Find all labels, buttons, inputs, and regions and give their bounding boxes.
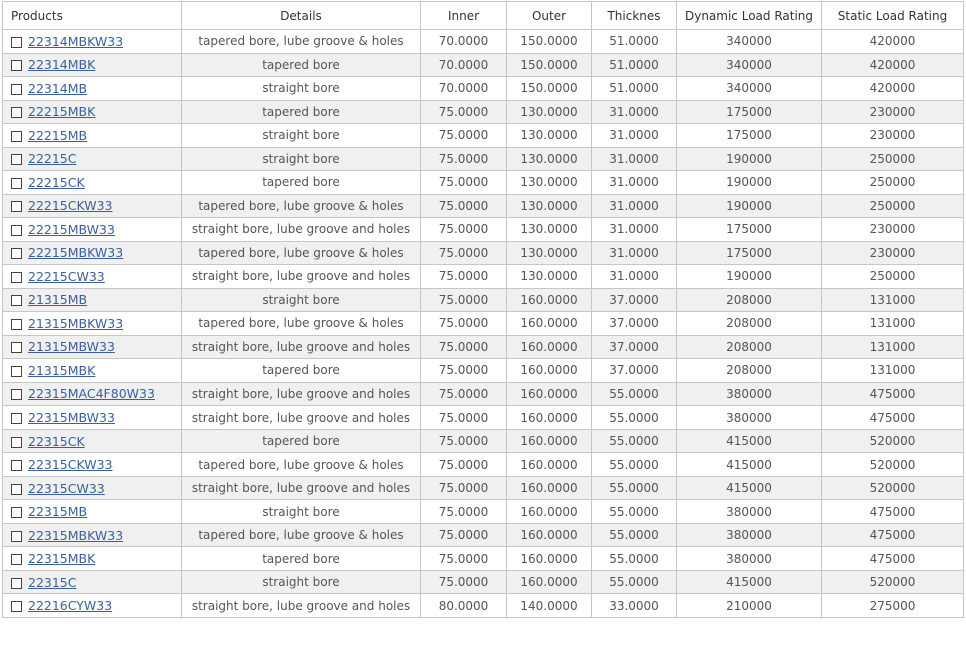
details-cell: straight bore, lube groove and holes [182,406,421,430]
thickness-cell: 55.0000 [592,500,677,524]
dynamic-load-rating-cell: 190000 [677,265,822,289]
thickness-cell: 31.0000 [592,171,677,195]
table-row [3,288,964,312]
table-row [3,453,964,477]
inner-cell: 75.0000 [421,335,507,359]
thickness-cell: 31.0000 [592,218,677,242]
product-cell [3,594,182,618]
details-cell: tapered bore, lube groove & holes [182,30,421,54]
column-header-inner[interactable]: Inner [421,2,507,30]
static-load-rating-cell: 520000 [822,570,964,594]
details-cell: tapered bore [182,100,421,124]
inner-cell: 75.0000 [421,359,507,383]
thickness-cell: 37.0000 [592,312,677,336]
dynamic-load-rating-cell: 415000 [677,429,822,453]
thickness-cell: 37.0000 [592,359,677,383]
product-cell [3,382,182,406]
thickness-cell: 31.0000 [592,100,677,124]
outer-cell: 130.0000 [507,241,592,265]
select-checkbox[interactable] [11,460,22,471]
product-link[interactable]: 21315MB [28,292,88,308]
static-load-rating-cell: 131000 [822,288,964,312]
select-checkbox[interactable] [11,178,22,189]
static-load-rating-cell: 520000 [822,476,964,500]
product-link[interactable]: 21315MBK [28,362,96,378]
outer-cell: 160.0000 [507,288,592,312]
select-checkbox[interactable] [11,437,22,448]
dynamic-load-rating-cell: 208000 [677,288,822,312]
select-checkbox[interactable] [11,248,22,259]
product-cell [3,453,182,477]
product-cell [3,288,182,312]
thickness-cell: 31.0000 [592,194,677,218]
static-load-rating-cell: 420000 [822,53,964,77]
column-header-details[interactable]: Details [182,2,421,30]
product-cell [3,312,182,336]
product-cell [3,77,182,101]
product-link[interactable]: 22315MBKW33 [28,527,124,543]
product-cell [3,53,182,77]
product-cell [3,30,182,54]
select-checkbox[interactable] [11,131,22,142]
product-link[interactable]: 22215MBKW33 [28,245,124,261]
dynamic-load-rating-cell: 415000 [677,476,822,500]
inner-cell: 75.0000 [421,171,507,195]
thickness-cell: 31.0000 [592,265,677,289]
thickness-cell: 55.0000 [592,570,677,594]
column-header-outer[interactable]: Outer [507,2,592,30]
inner-cell: 75.0000 [421,241,507,265]
dynamic-load-rating-cell: 175000 [677,241,822,265]
thickness-cell: 55.0000 [592,453,677,477]
static-load-rating-cell: 475000 [822,406,964,430]
thickness-cell: 33.0000 [592,594,677,618]
dynamic-load-rating-cell: 175000 [677,218,822,242]
select-checkbox[interactable] [11,554,22,565]
select-checkbox[interactable] [11,601,22,612]
product-link[interactable]: 22315MAC4F80W33 [28,386,155,402]
table-row [3,594,964,618]
product-cell [3,147,182,171]
dynamic-load-rating-cell: 208000 [677,335,822,359]
inner-cell: 75.0000 [421,547,507,571]
details-cell: straight bore, lube groove and holes [182,265,421,289]
inner-cell: 75.0000 [421,500,507,524]
inner-cell: 70.0000 [421,77,507,101]
static-load-rating-cell: 520000 [822,453,964,477]
static-load-rating-cell: 131000 [822,335,964,359]
dynamic-load-rating-cell: 208000 [677,359,822,383]
select-checkbox[interactable] [11,531,22,542]
product-link[interactable]: 22215MB [28,127,88,143]
details-cell: tapered bore, lube groove & holes [182,241,421,265]
details-cell: straight bore, lube groove and holes [182,382,421,406]
inner-cell: 75.0000 [421,147,507,171]
table-row [3,429,964,453]
outer-cell: 130.0000 [507,218,592,242]
product-cell [3,335,182,359]
details-cell: straight bore, lube groove and holes [182,218,421,242]
details-cell: straight bore, lube groove and holes [182,335,421,359]
table-row [3,265,964,289]
product-link[interactable]: 22315C [28,574,77,590]
thickness-cell: 55.0000 [592,476,677,500]
product-link[interactable]: 22315CKW33 [28,457,113,473]
select-checkbox[interactable] [11,319,22,330]
outer-cell: 160.0000 [507,453,592,477]
product-cell [3,124,182,148]
product-link[interactable]: 22314MBKW33 [28,33,124,49]
select-checkbox[interactable] [11,60,22,71]
table-row [3,53,964,77]
product-cell [3,500,182,524]
table-row [3,406,964,430]
inner-cell: 75.0000 [421,288,507,312]
outer-cell: 130.0000 [507,100,592,124]
thickness-cell: 51.0000 [592,53,677,77]
outer-cell: 160.0000 [507,359,592,383]
product-link[interactable]: 22315MBK [28,551,96,567]
product-link[interactable]: 21315MBKW33 [28,315,124,331]
thickness-cell: 31.0000 [592,124,677,148]
product-cell [3,100,182,124]
details-cell: tapered bore [182,171,421,195]
product-link[interactable]: 22315CW33 [28,480,105,496]
product-cell [3,241,182,265]
column-header-products[interactable]: Products [3,2,182,30]
table-body [3,30,964,618]
table-row [3,359,964,383]
product-link[interactable]: 21315MBW33 [28,339,115,355]
select-checkbox[interactable] [11,154,22,165]
table-row [3,570,964,594]
outer-cell: 150.0000 [507,30,592,54]
thickness-cell: 55.0000 [592,547,677,571]
outer-cell: 130.0000 [507,124,592,148]
product-cell [3,265,182,289]
outer-cell: 130.0000 [507,265,592,289]
details-cell: tapered bore [182,53,421,77]
details-cell: straight bore [182,77,421,101]
static-load-rating-cell: 520000 [822,429,964,453]
select-checkbox[interactable] [11,389,22,400]
select-checkbox[interactable] [11,37,22,48]
product-cell [3,359,182,383]
outer-cell: 160.0000 [507,547,592,571]
inner-cell: 75.0000 [421,265,507,289]
details-cell: tapered bore, lube groove & holes [182,312,421,336]
dynamic-load-rating-cell: 340000 [677,77,822,101]
outer-cell: 130.0000 [507,147,592,171]
outer-cell: 160.0000 [507,476,592,500]
select-checkbox[interactable] [11,578,22,589]
details-cell: tapered bore, lube groove & holes [182,453,421,477]
outer-cell: 160.0000 [507,500,592,524]
static-load-rating-cell: 131000 [822,312,964,336]
inner-cell: 80.0000 [421,594,507,618]
details-cell: straight bore [182,570,421,594]
static-load-rating-cell: 230000 [822,241,964,265]
details-cell: tapered bore [182,429,421,453]
outer-cell: 130.0000 [507,194,592,218]
static-load-rating-cell: 230000 [822,124,964,148]
inner-cell: 70.0000 [421,30,507,54]
static-load-rating-cell: 475000 [822,382,964,406]
table-row [3,547,964,571]
dynamic-load-rating-cell: 380000 [677,523,822,547]
details-cell: tapered bore, lube groove & holes [182,523,421,547]
product-link[interactable]: 22215CK [28,174,85,190]
thickness-cell: 55.0000 [592,523,677,547]
thickness-cell: 55.0000 [592,382,677,406]
dynamic-load-rating-cell: 380000 [677,547,822,571]
select-checkbox[interactable] [11,272,22,283]
table-row [3,500,964,524]
inner-cell: 75.0000 [421,429,507,453]
product-link[interactable]: 22315MBW33 [28,410,115,425]
column-header-thickness[interactable]: Thicknes [592,2,677,30]
select-checkbox[interactable] [11,84,22,95]
table-row [3,382,964,406]
inner-cell: 75.0000 [421,312,507,336]
dynamic-load-rating-cell: 380000 [677,500,822,524]
static-load-rating-cell: 475000 [822,523,964,547]
select-checkbox[interactable] [11,107,22,118]
select-checkbox[interactable] [11,201,22,212]
static-load-rating-cell: 475000 [822,547,964,571]
static-load-rating-cell: 420000 [822,30,964,54]
inner-cell: 75.0000 [421,476,507,500]
static-load-rating-cell: 250000 [822,147,964,171]
dynamic-load-rating-cell: 380000 [677,406,822,430]
inner-cell: 75.0000 [421,194,507,218]
inner-cell: 75.0000 [421,100,507,124]
inner-cell: 75.0000 [421,570,507,594]
outer-cell: 160.0000 [507,312,592,336]
select-checkbox[interactable] [11,507,22,518]
dynamic-load-rating-cell: 175000 [677,100,822,124]
table-row [3,77,964,101]
product-link[interactable]: 22314MB [28,80,88,96]
inner-cell: 75.0000 [421,453,507,477]
thickness-cell: 31.0000 [592,241,677,265]
static-load-rating-cell: 131000 [822,359,964,383]
thickness-cell: 51.0000 [592,30,677,54]
details-cell: tapered bore [182,547,421,571]
thickness-cell: 37.0000 [592,288,677,312]
static-load-rating-cell: 420000 [822,77,964,101]
table-row [3,476,964,500]
select-checkbox[interactable] [11,295,22,306]
dynamic-load-rating-cell: 340000 [677,53,822,77]
details-cell: tapered bore, lube groove & holes [182,194,421,218]
static-load-rating-cell: 475000 [822,500,964,524]
outer-cell: 160.0000 [507,429,592,453]
outer-cell: 130.0000 [507,171,592,195]
table-row [3,124,964,148]
static-load-rating-cell: 275000 [822,594,964,618]
select-checkbox[interactable] [11,413,22,424]
outer-cell: 140.0000 [507,594,592,618]
dynamic-load-rating-cell: 208000 [677,312,822,336]
table-row [3,171,964,195]
dynamic-load-rating-cell: 190000 [677,194,822,218]
static-load-rating-cell: 250000 [822,265,964,289]
details-cell: straight bore, lube groove and holes [182,594,421,618]
details-cell: straight bore [182,500,421,524]
table-row [3,194,964,218]
product-cell [3,218,182,242]
dynamic-load-rating-cell: 190000 [677,147,822,171]
table-row [3,218,964,242]
product-link[interactable]: 22215C [28,151,77,167]
table-row [3,30,964,54]
dynamic-load-rating-cell: 415000 [677,453,822,477]
table-row [3,147,964,171]
table-header-row [3,2,964,30]
select-checkbox[interactable] [11,484,22,495]
product-link[interactable]: 22315CK [28,433,85,449]
table-row [3,312,964,336]
thickness-cell: 51.0000 [592,77,677,101]
outer-cell: 160.0000 [507,335,592,359]
product-cell [3,570,182,594]
inner-cell: 75.0000 [421,523,507,547]
table-row [3,523,964,547]
details-cell: straight bore [182,147,421,171]
product-cell [3,171,182,195]
static-load-rating-cell: 230000 [822,218,964,242]
static-load-rating-cell: 250000 [822,194,964,218]
outer-cell: 160.0000 [507,570,592,594]
table-row [3,241,964,265]
inner-cell: 75.0000 [421,382,507,406]
column-header-static-load-rating[interactable]: Static Load Rating [822,2,964,30]
outer-cell: 160.0000 [507,523,592,547]
outer-cell: 150.0000 [507,77,592,101]
product-link[interactable]: 22215CW33 [28,268,105,284]
product-link[interactable]: 22215CKW33 [28,198,113,214]
thickness-cell: 31.0000 [592,147,677,171]
thickness-cell: 55.0000 [592,406,677,430]
dynamic-load-rating-cell: 380000 [677,382,822,406]
select-checkbox[interactable] [11,366,22,377]
product-cell [3,476,182,500]
product-link[interactable]: 22314MBK [28,57,96,73]
product-cell [3,523,182,547]
product-link[interactable]: 22216CYW33 [28,598,113,614]
outer-cell: 160.0000 [507,382,592,406]
dynamic-load-rating-cell: 210000 [677,594,822,618]
inner-cell: 75.0000 [421,406,507,430]
details-cell: straight bore, lube groove and holes [182,476,421,500]
inner-cell: 70.0000 [421,53,507,77]
details-cell: straight bore [182,124,421,148]
static-load-rating-cell: 250000 [822,171,964,195]
dynamic-load-rating-cell: 340000 [677,30,822,54]
thickness-cell: 37.0000 [592,335,677,359]
select-checkbox[interactable] [11,342,22,353]
thickness-cell: 55.0000 [592,429,677,453]
bearing-products-table [2,1,964,618]
dynamic-load-rating-cell: 415000 [677,570,822,594]
product-link[interactable]: 22215MBK [28,104,96,120]
outer-cell: 160.0000 [507,406,592,430]
details-cell: straight bore [182,288,421,312]
product-cell [3,406,182,430]
select-checkbox[interactable] [11,225,22,236]
product-link[interactable]: 22315MB [28,504,88,520]
product-cell [3,547,182,571]
table-row [3,100,964,124]
details-cell: tapered bore [182,359,421,383]
dynamic-load-rating-cell: 190000 [677,171,822,195]
product-link[interactable]: 22215MBW33 [28,221,115,237]
outer-cell: 150.0000 [507,53,592,77]
product-cell [3,429,182,453]
table-row [3,335,964,359]
column-header-dynamic-load-rating[interactable]: Dynamic Load Rating [677,2,822,30]
inner-cell: 75.0000 [421,124,507,148]
product-cell [3,194,182,218]
inner-cell: 75.0000 [421,218,507,242]
dynamic-load-rating-cell: 175000 [677,124,822,148]
static-load-rating-cell: 230000 [822,100,964,124]
